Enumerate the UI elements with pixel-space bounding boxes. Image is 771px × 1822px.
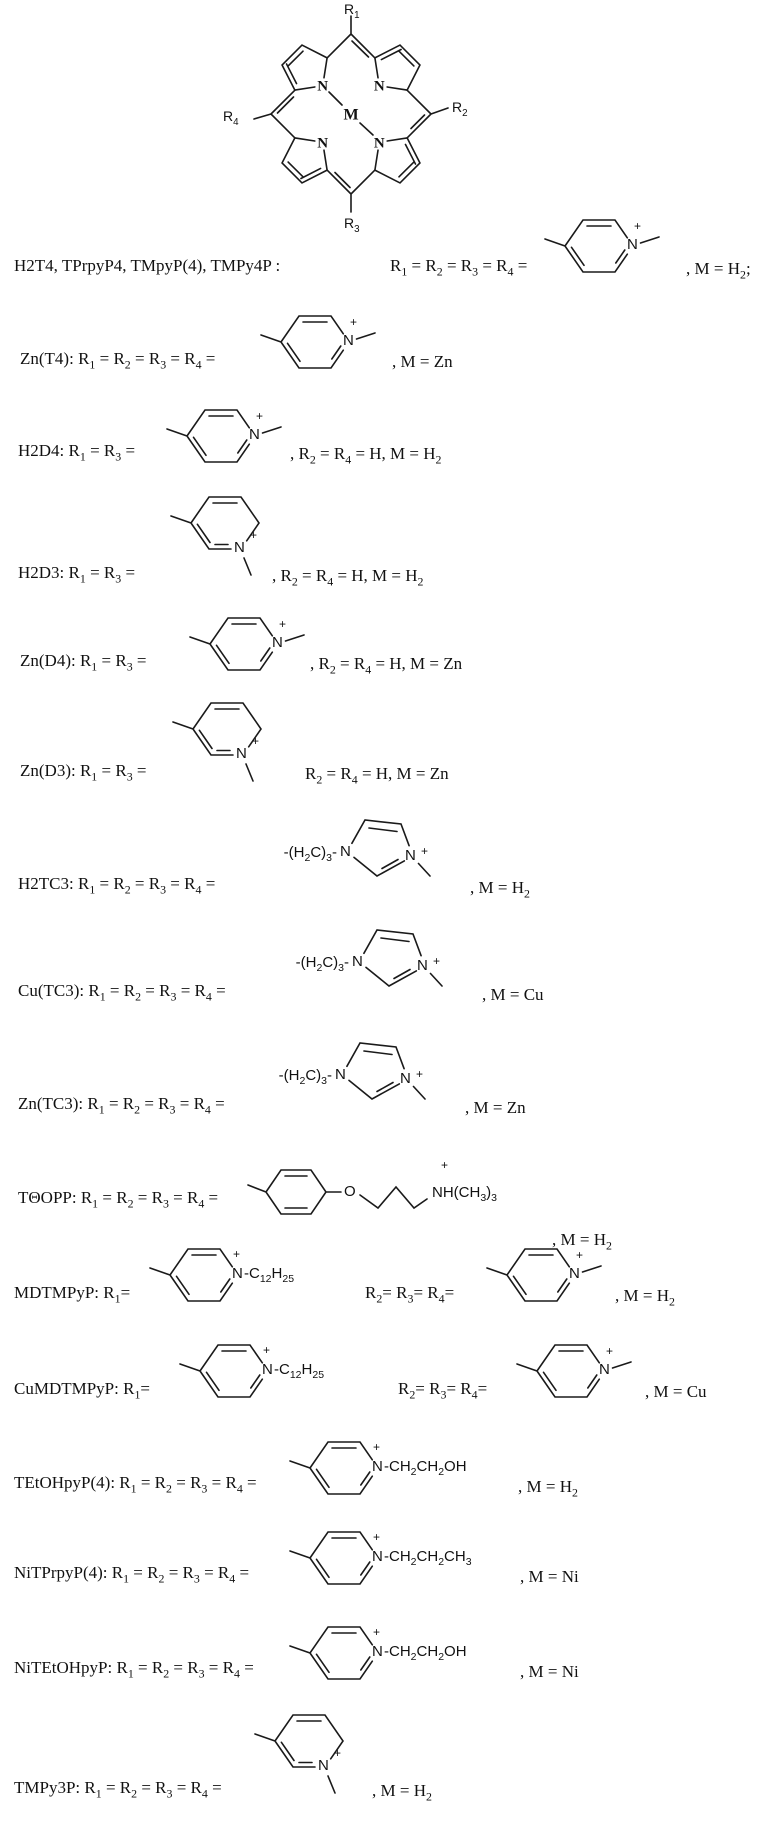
metal-assignment: , $R_2 = R_4 = H$, $M = H_2$ [272,566,424,589]
ring-nitrogen-label: N [372,1643,383,1660]
propyl-chain-label: $-(H_2C)_3-$ [283,844,337,864]
positive-charge-label: + [441,1158,449,1172]
metal-assignment: , M = Ni [520,1567,579,1586]
pyrrole-nitrogen-label: N [317,78,329,95]
compound-names: TΘOPP: $R_1 = R_2 = R_3 = R_4$ = [18,1188,219,1211]
n-substituent-label: $-C_{12}H_{25}$ [274,1361,325,1381]
compound-names: H2TC3: $R_1 = R_2 = R_3 = R_4$ = [18,874,216,897]
positive-charge-label: + [576,1248,584,1262]
ring-nitrogen-label: N [249,426,260,443]
r-assignment: $R_2= R_3= R_4=$ [398,1379,488,1402]
ring-nitrogen-label: N [335,1066,346,1083]
positive-charge-label: + [634,219,642,233]
imidazolium-ring-bonds [337,806,447,906]
pyrrole-nitrogen-label: N [373,135,385,152]
n-substituent-label: $-CH_2CH_2OH$ [384,1643,467,1663]
pyridinium-ring-bonds [485,1231,615,1311]
pyridinium-ring-bonds [543,202,673,282]
metal-assignment: , $M = H_2$ [518,1477,578,1500]
metal-assignment: , M = Zn [392,352,453,371]
positive-charge-label: + [433,954,441,968]
ring-nitrogen-label: N [318,1757,329,1774]
positive-charge-label: + [421,844,429,858]
compound-names: Zn(D3): $R_1 = R_3$ = [20,761,147,784]
compound-names: Zn(D4): $R_1 = R_3$ = [20,651,147,674]
compound-names: Zn(T4): $R_1 = R_2 = R_3 = R_4$ = [20,349,216,372]
core-r3-label: $R_3$ [344,215,360,235]
metal-assignment: , $M = H_2$ [372,1781,432,1804]
positive-charge-label: + [250,528,258,542]
metal-assignment: $R_2 = R_4 = H$, M = Zn [305,764,449,787]
r-assignment: $R_2= R_3= R_4=$ [365,1283,455,1306]
positive-charge-label: + [279,617,287,631]
ring-nitrogen-label: N [569,1265,580,1282]
compound-names: H2D4: $R_1 = R_3$ = [18,441,136,464]
ring-nitrogen-label: N [417,957,428,974]
n-substituent-label: $-CH_2CH_2CH_3$ [384,1548,472,1568]
imidazolium-ring-bonds [349,916,459,1016]
ring-nitrogen-label: N [627,236,638,253]
core-r1-label: $R_1$ [344,1,360,21]
metal-assignment: , M = Cu [482,985,544,1004]
metal-assignment: , $M = H_2$; [686,259,751,282]
compound-names: Cu(TC3): $R_1 = R_2 = R_3 = R_4$ = [18,981,226,1004]
r-assignment: $R_1 = R_2 = R_3 = R_4$ = [390,256,528,279]
positive-charge-label: + [606,1344,614,1358]
core-r4-label: $R_4$ [223,108,239,128]
ring-nitrogen-label: N [405,847,416,864]
positive-charge-label: + [334,1746,342,1760]
ring-nitrogen-label: N [340,843,351,860]
ring-nitrogen-label: N [372,1548,383,1565]
central-metal-label: M [343,106,359,124]
n-substituent-label: $-CH_2CH_2OH$ [384,1458,467,1478]
compound-names: H2T4, TPrpyP4, TMpyP(4), TMPy4P : [14,256,281,275]
pyrrole-nitrogen-label: N [373,78,385,95]
positive-charge-label: + [373,1530,381,1544]
ring-nitrogen-label: N [236,745,247,762]
metal-assignment: , $R_2 = R_4 = H$, $M = H_2$ [290,444,442,467]
pyridinium-ring-bonds [188,600,318,680]
pyridinium-ring-bonds [259,298,389,378]
positive-charge-label: + [233,1247,241,1261]
n-substituent-label: $-C_{12}H_{25}$ [244,1265,295,1285]
trimethylammonium-label: $NH(CH_3)_3$ [432,1184,498,1204]
compound-names: TMPy3P: $R_1 = R_2 = R_3 = R_4$ = [14,1778,222,1801]
positive-charge-label: + [373,1440,381,1454]
ring-nitrogen-label: N [372,1458,383,1475]
pyridinium-ring-bonds [515,1327,645,1407]
compound-names: CuMDTMPyP: $R_1=$ [14,1379,150,1402]
ring-nitrogen-label: N [352,953,363,970]
core-r2-label: $R_2$ [452,99,468,119]
metal-assignment: , $M = H_2$ [470,878,530,901]
compound-names: H2D3: $R_1 = R_3$ = [18,563,136,586]
compound-names: TEtOHpyP(4): $R_1 = R_2 = R_3 = R_4$ = [14,1473,257,1496]
ether-oxygen-label: O [344,1183,356,1200]
positive-charge-label: + [373,1625,381,1639]
metal-assignment: , M = Ni [520,1662,579,1681]
ring-nitrogen-label: N [272,634,283,651]
positive-charge-label: + [252,734,260,748]
positive-charge-label: + [256,409,264,423]
ring-nitrogen-label: N [343,332,354,349]
compound-names: Zn(TC3): $R_1 = R_2 = R_3 = R_4$ = [18,1094,225,1117]
metal-assignment: , M = Cu [645,1382,707,1401]
metal-assignment: , $R_2 = R_4 = H$, M = Zn [310,654,463,677]
compound-names: NiTPrpyP(4): $R_1 = R_2 = R_3 = R_4$ = [14,1563,250,1586]
ring-nitrogen-label: N [599,1361,610,1378]
compound-names: NiTEtOHpyP: $R_1 = R_2 = R_3 = R_4$ = [14,1658,254,1681]
metal-assignment: , $M = H_2$ [615,1286,675,1309]
positive-charge-label: + [416,1067,424,1081]
propyl-chain-label: $-(H_2C)_3-$ [278,1067,332,1087]
ring-nitrogen-label: N [262,1361,273,1378]
compound-names: MDTMPyP: $R_1=$ [14,1283,131,1306]
metal-assignment: , M = Zn [465,1098,526,1117]
metal-assignment: , $M = H_2$ [552,1230,612,1253]
ring-nitrogen-label: N [232,1265,243,1282]
propyl-chain-label: $-(H_2C)_3-$ [295,954,349,974]
ring-nitrogen-label: N [400,1070,411,1087]
ring-nitrogen-label: N [234,539,245,556]
imidazolium-ring-bonds [332,1029,442,1129]
pyridinium-ring-bonds [165,392,295,472]
positive-charge-label: + [263,1343,271,1357]
positive-charge-label: + [350,315,358,329]
pyrrole-nitrogen-label: N [317,135,329,152]
